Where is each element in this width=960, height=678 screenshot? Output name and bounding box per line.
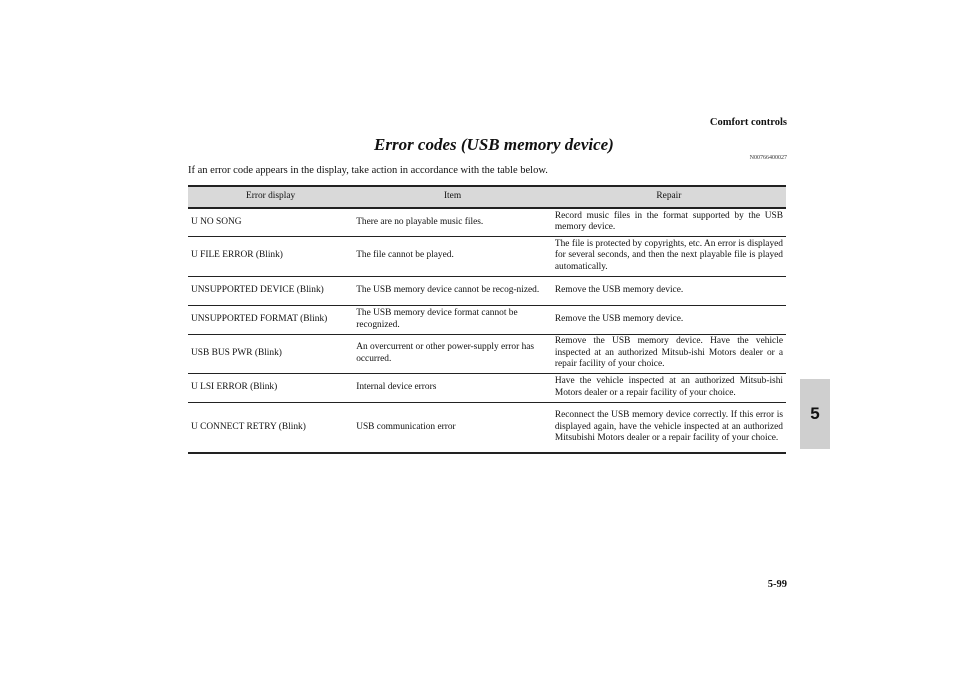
table-row: [188, 236, 786, 276]
error-display-cell: U NO SONG: [188, 208, 353, 236]
item-cell: The USB memory device format cannot be recognized.: [353, 305, 552, 334]
repair-cell: Remove the USB memory device. Have the vehicle inspected at an authorized Mitsub-ishi Motors dealer or a repair facility of your choice.: [552, 334, 786, 373]
table-row: [188, 276, 786, 305]
repair-cell: Remove the USB memory device.: [552, 305, 786, 334]
chapter-tab: 5: [800, 379, 830, 449]
item-cell: The USB memory device cannot be recog-nized.: [353, 276, 552, 305]
page-number: 5-99: [767, 579, 787, 590]
repair-cell: Reconnect the USB memory device correctly. If this error is displayed again, have the vehicle inspected at an authorized Mitsubishi Motors dealer or a repair facility of your choice.: [552, 402, 786, 453]
item-cell: An overcurrent or other power-supply error has occurred.: [353, 334, 552, 373]
table-row: [188, 208, 786, 236]
repair-cell: Have the vehicle inspected at an authorized Mitsub-ishi Motors dealer or a repair facility of your choice.: [552, 373, 786, 402]
page-title: Error codes (USB memory device): [374, 135, 614, 154]
table-header-row: [188, 186, 786, 208]
error-display-cell: U FILE ERROR (Blink): [188, 236, 353, 276]
table-row: [188, 402, 786, 453]
error-display-cell: USB BUS PWR (Blink): [188, 334, 353, 373]
table-row: [188, 334, 786, 373]
item-cell: Internal device errors: [353, 373, 552, 402]
header-item: Item: [353, 186, 552, 208]
repair-cell: Record music files in the format supported by the USB memory device.: [552, 208, 786, 236]
repair-cell: Remove the USB memory device.: [552, 276, 786, 305]
header-error-display: Error display: [188, 186, 353, 208]
document-code: N00766400027: [749, 155, 787, 161]
section-header: Comfort controls: [709, 117, 787, 128]
item-cell: The file cannot be played.: [353, 236, 552, 276]
error-display-cell: UNSUPPORTED DEVICE (Blink): [188, 276, 353, 305]
table-row: [188, 305, 786, 334]
table-row: [188, 373, 786, 402]
repair-cell: The file is protected by copyrights, etc. An error is displayed for several seconds, and then the next playable file is played automatically.: [552, 236, 786, 276]
intro-text: If an error code appears in the display, take action in accordance with the table below.: [188, 165, 548, 176]
item-cell: There are no playable music files.: [353, 208, 552, 236]
item-cell: USB communication error: [353, 402, 552, 453]
header-repair: Repair: [552, 186, 786, 208]
error-codes-table: [188, 185, 786, 454]
error-display-cell: UNSUPPORTED FORMAT (Blink): [188, 305, 353, 334]
error-display-cell: U LSI ERROR (Blink): [188, 373, 353, 402]
error-display-cell: U CONNECT RETRY (Blink): [188, 402, 353, 453]
